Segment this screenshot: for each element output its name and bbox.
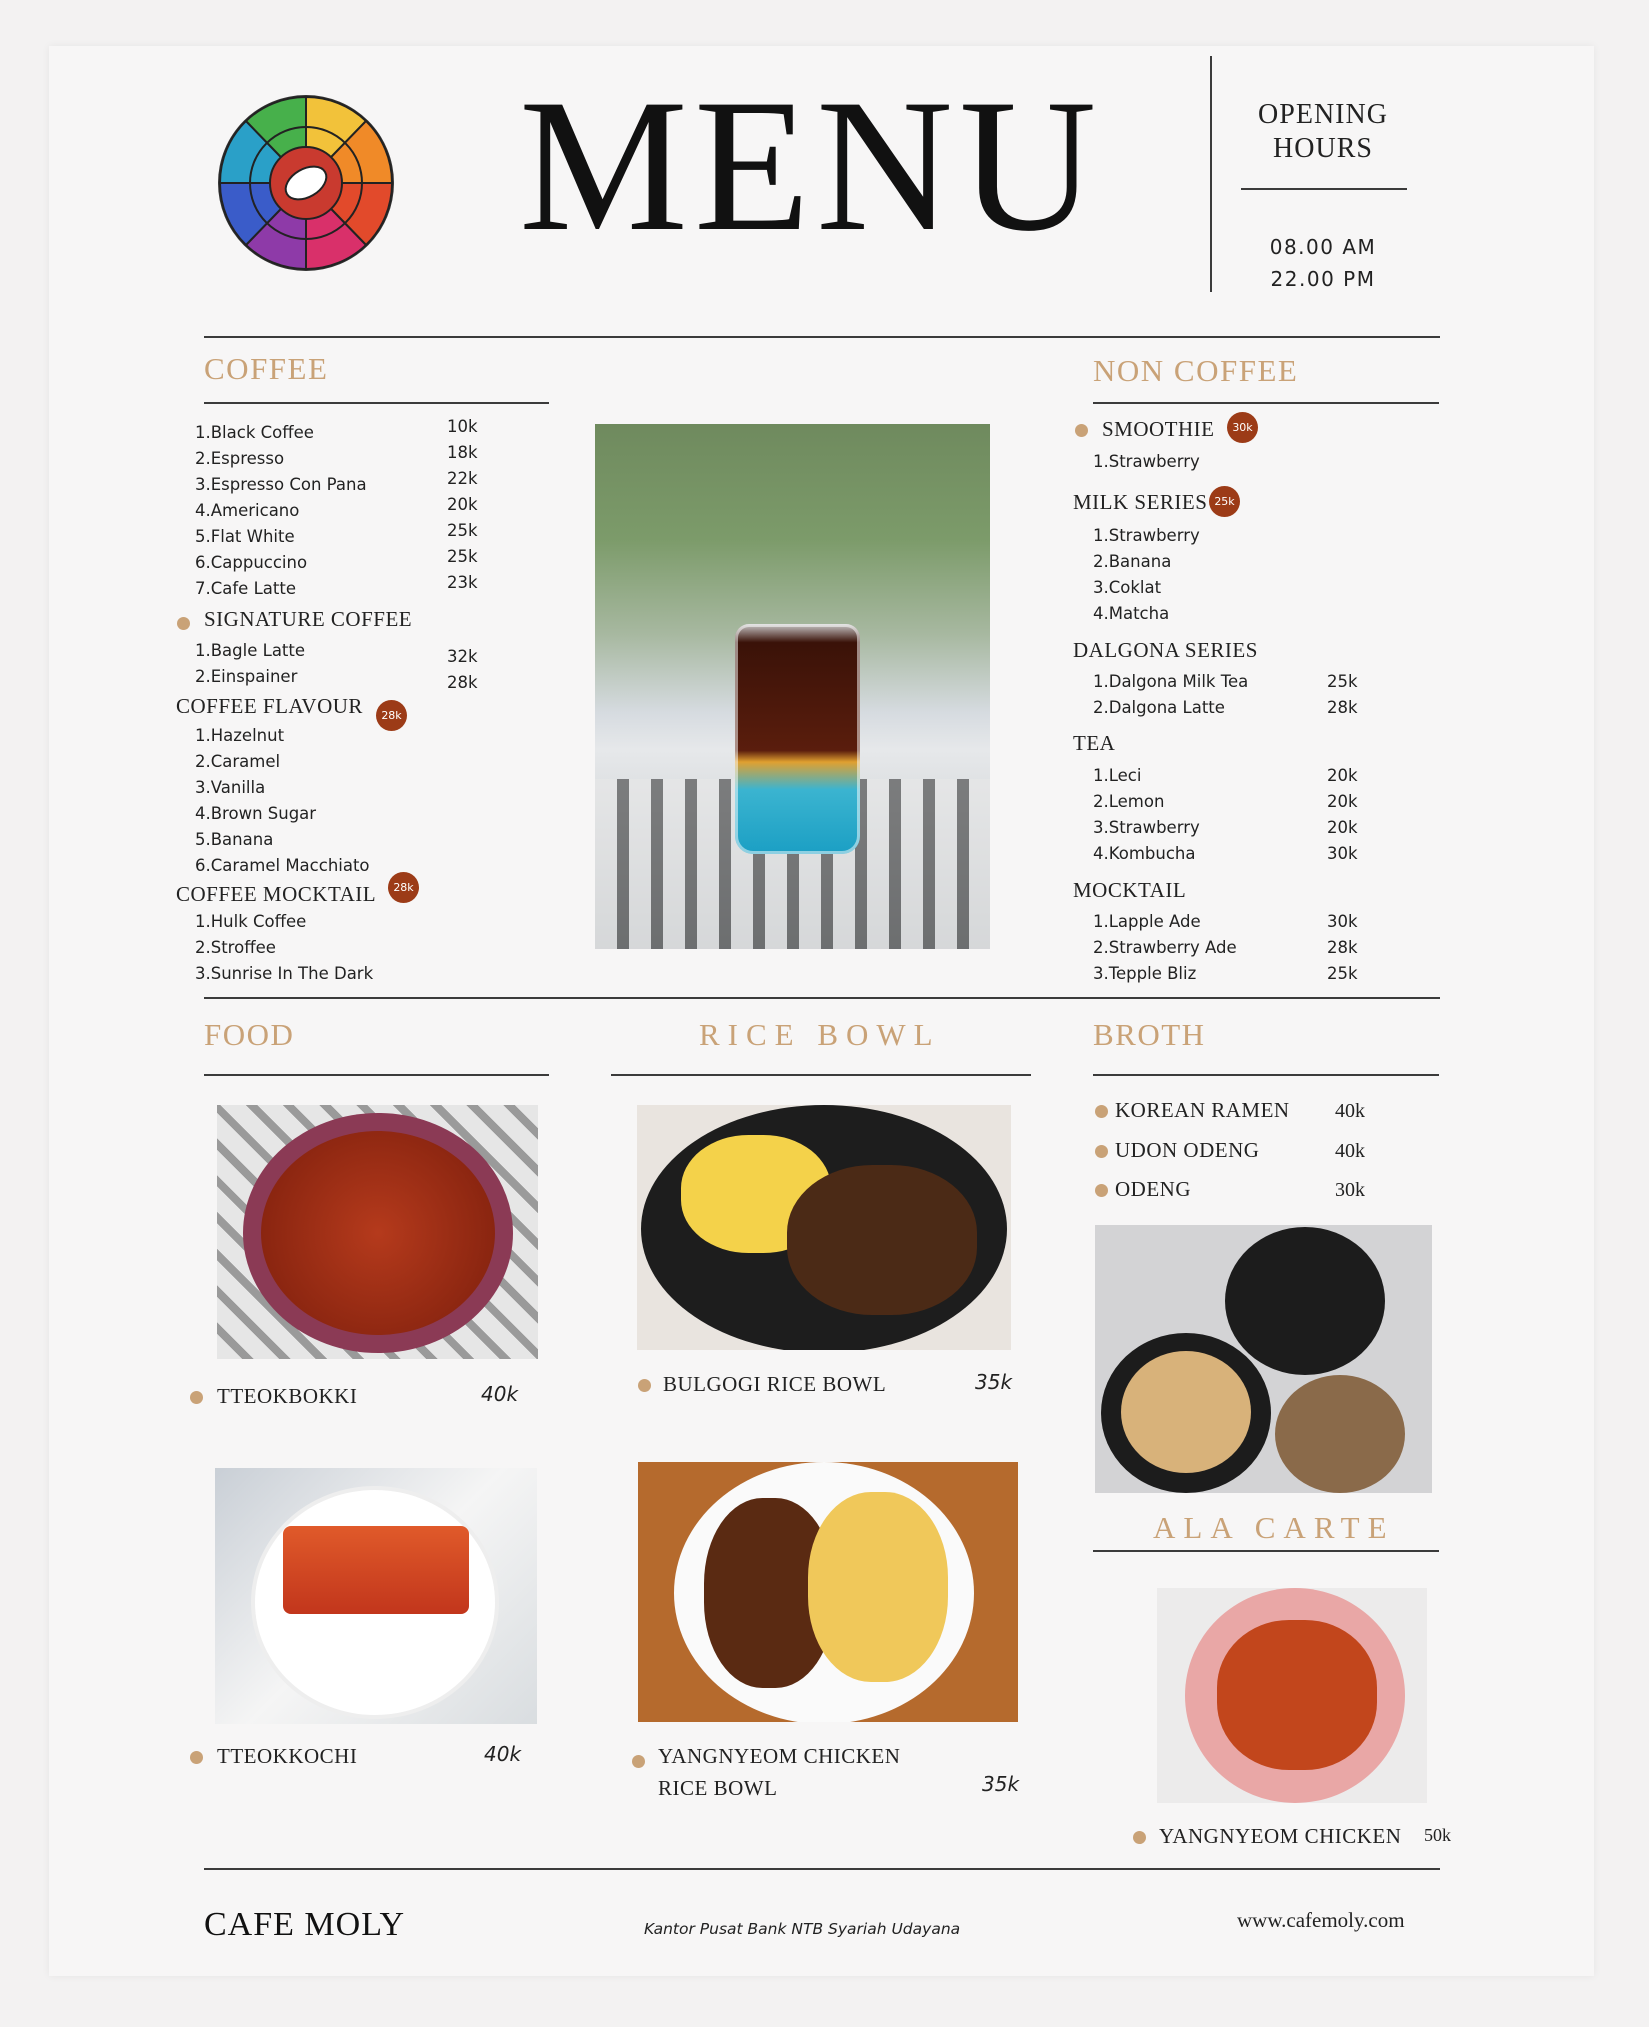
menu-price: 20k [1327, 818, 1358, 837]
middle-rule [204, 997, 1440, 999]
bullet-dot [1095, 1105, 1108, 1118]
opening-title-line2: HOURS [1273, 133, 1373, 164]
iced-drink-photo [595, 424, 990, 949]
menu-price: 25k [1327, 964, 1358, 983]
bullet-dot [1095, 1145, 1108, 1158]
yangnyeom-rice-bowl-photo [638, 1462, 1018, 1722]
opening-hours [1239, 231, 1407, 295]
food-price: 50k [1424, 1825, 1451, 1845]
menu-item: 4.Matcha [1093, 604, 1170, 623]
cafe-brand: CAFE MOLY [204, 1906, 406, 1943]
menu-price: 25k [1327, 672, 1358, 691]
broth-name: UDON ODENG [1115, 1138, 1260, 1162]
bullet-dot [632, 1755, 645, 1768]
menu-item: 2.Dalgona Latte [1093, 698, 1225, 717]
price-badge: 28k [388, 872, 419, 903]
bullet-dot [190, 1391, 203, 1404]
food-name: BULGOGI RICE BOWL [663, 1372, 887, 1396]
menu-item: 2.Espresso [195, 449, 285, 468]
bullet-dot [638, 1379, 651, 1392]
menu-item: 1.Lapple Ade [1093, 912, 1201, 931]
menu-item: 3.Espresso Con Pana [195, 475, 367, 494]
menu-item: 2.Caramel [195, 752, 281, 771]
menu-item: 1.Hazelnut [195, 726, 285, 745]
food-rule [204, 1074, 549, 1076]
menu-item: 1.Hulk Coffee [195, 912, 307, 931]
menu-item: 2.Banana [1093, 552, 1172, 571]
ala-carte-rule [1093, 1550, 1439, 1552]
menu-item: 3.Vanilla [195, 778, 266, 797]
food-name: TTEOKKOCHI [217, 1744, 358, 1768]
opening-title-line1: OPENING [1258, 99, 1388, 130]
menu-price: 30k [1327, 912, 1358, 931]
menu-price: 18k [447, 443, 478, 462]
menu-item: 1.Dalgona Milk Tea [1093, 672, 1249, 691]
dalgona-series-title: DALGONA SERIES [1073, 638, 1258, 662]
bullet-dot [177, 617, 190, 630]
rice-bowl-rule [611, 1074, 1031, 1076]
milk-series-title: MILK SERIES [1073, 490, 1208, 514]
coffee-mocktail-title: COFFEE MOCKTAIL [176, 882, 377, 906]
menu-price: 20k [1327, 766, 1358, 785]
menu-item: 4.Americano [195, 501, 300, 520]
header-divider [1210, 56, 1212, 292]
menu-item: 3.Tepple Bliz [1093, 964, 1197, 983]
non-coffee-rule [1093, 402, 1439, 404]
bullet-dot [1133, 1831, 1146, 1844]
smoothie-title: SMOOTHIE [1102, 417, 1215, 441]
rainbow-flower-logo-icon [209, 86, 404, 281]
food-price: 40k [484, 1742, 522, 1766]
menu-price: 28k [1327, 698, 1358, 717]
menu-item: 3.Strawberry [1093, 818, 1200, 837]
signature-coffee-title: SIGNATURE COFFEE [204, 607, 413, 631]
menu-item: 5.Flat White [195, 527, 295, 546]
menu-item: 4.Kombucha [1093, 844, 1196, 863]
coffee-flavour-title: COFFEE FLAVOUR [176, 694, 363, 718]
menu-item: 7.Cafe Latte [195, 579, 296, 598]
menu-item: 1.Strawberry [1093, 452, 1200, 471]
food-name: YANGNYEOM CHICKEN [1159, 1824, 1402, 1848]
broth-rule [1093, 1074, 1439, 1076]
menu-price: 25k [447, 547, 478, 566]
food-name: TTEOKBOKKI [217, 1384, 358, 1408]
opening-hours-title [1239, 98, 1407, 166]
mocktail-title: MOCKTAIL [1073, 878, 1187, 902]
food-name-line1: YANGNYEOM CHICKEN [658, 1744, 901, 1768]
food-name-line2: RICE BOWL [658, 1776, 778, 1800]
menu-price: 20k [447, 495, 478, 514]
menu-price: 10k [447, 417, 478, 436]
broth-price: 40k [1335, 1100, 1365, 1122]
food-title: FOOD [204, 1017, 295, 1052]
menu-item: 2.Lemon [1093, 792, 1165, 811]
menu-item: 2.Strawberry Ade [1093, 938, 1237, 957]
coffee-rule [204, 402, 549, 404]
menu-item: 1.Strawberry [1093, 526, 1200, 545]
bullet-dot [190, 1751, 203, 1764]
menu-item: 1.Black Coffee [195, 423, 314, 442]
tteokkochi-photo [215, 1468, 537, 1724]
food-price: 40k [481, 1382, 519, 1406]
price-badge: 30k [1227, 412, 1258, 443]
bullet-dot [1095, 1184, 1108, 1197]
bullet-dot [1075, 424, 1088, 437]
broth-photo [1095, 1225, 1432, 1493]
open-time: 08.00 AM [1269, 235, 1377, 259]
broth-title: BROTH [1093, 1017, 1206, 1052]
ala-carte-title: ALA CARTE [1153, 1510, 1395, 1545]
page-title: MENU [519, 61, 1103, 271]
menu-page [49, 46, 1594, 1976]
menu-price: 25k [447, 521, 478, 540]
close-time: 22.00 PM [1270, 267, 1376, 291]
non-coffee-title: NON COFFEE [1093, 353, 1299, 388]
footer-address: Kantor Pusat Bank NTB Syariah Udayana [644, 1920, 961, 1938]
menu-price: 32k [447, 647, 478, 666]
bulgogi-rice-bowl-photo [637, 1105, 1011, 1350]
broth-name: ODENG [1115, 1177, 1191, 1201]
menu-item: 1.Bagle Latte [195, 641, 306, 660]
menu-item: 5.Banana [195, 830, 274, 849]
menu-item: 6.Cappuccino [195, 553, 308, 572]
menu-price: 23k [447, 573, 478, 592]
menu-item: 4.Brown Sugar [195, 804, 317, 823]
menu-item: 3.Coklat [1093, 578, 1162, 597]
menu-price: 28k [1327, 938, 1358, 957]
price-badge: 25k [1209, 486, 1240, 517]
menu-item: 6.Caramel Macchiato [195, 856, 370, 875]
footer-website-link[interactable]: www.cafemoly.com [1237, 1908, 1405, 1932]
opening-divider [1241, 188, 1407, 190]
broth-price: 40k [1335, 1140, 1365, 1162]
broth-name: KOREAN RAMEN [1115, 1098, 1290, 1122]
broth-price: 30k [1335, 1179, 1365, 1201]
tteokbokki-photo [217, 1105, 538, 1359]
menu-item: 1.Leci [1093, 766, 1142, 785]
menu-price: 22k [447, 469, 478, 488]
tea-title: TEA [1073, 731, 1116, 755]
rice-bowl-title: RICE BOWL [699, 1017, 941, 1052]
yangnyeom-chicken-photo [1157, 1588, 1427, 1803]
top-rule [204, 336, 1440, 338]
menu-item: 2.Einspainer [195, 667, 298, 686]
price-badge: 28k [376, 700, 407, 731]
footer-rule [204, 1868, 1440, 1870]
food-price: 35k [982, 1772, 1020, 1796]
coffee-title: COFFEE [204, 351, 329, 386]
menu-item: 3.Sunrise In The Dark [195, 964, 374, 983]
food-price: 35k [975, 1370, 1013, 1394]
menu-price: 20k [1327, 792, 1358, 811]
menu-price: 30k [1327, 844, 1358, 863]
menu-item: 2.Stroffee [195, 938, 276, 957]
menu-price: 28k [447, 673, 478, 692]
